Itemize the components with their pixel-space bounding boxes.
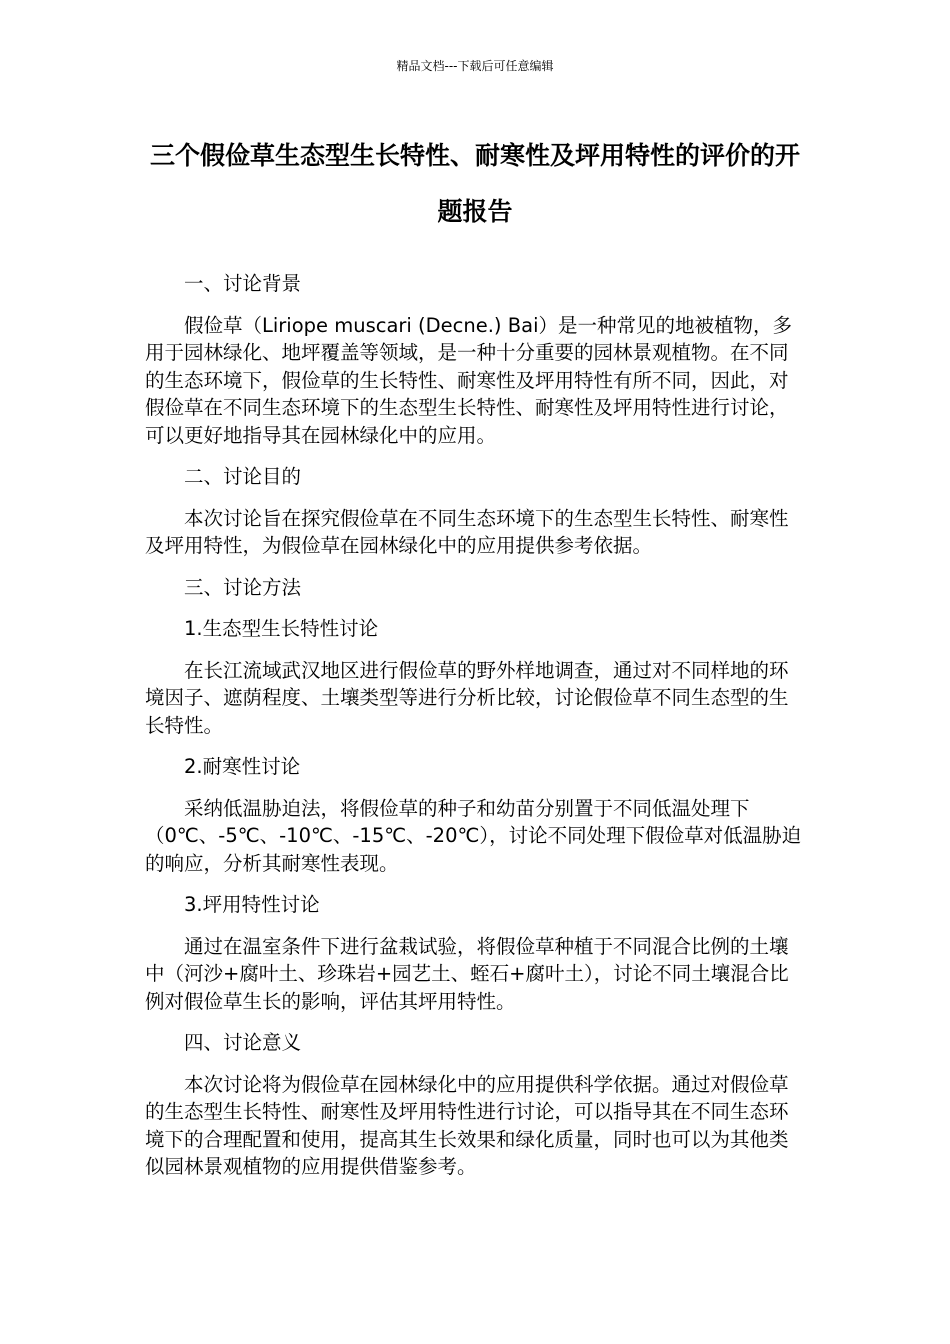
subheading-turf: 3.坪用特性讨论 — [184, 893, 320, 916]
section-heading-background: 一、讨论背景 — [184, 272, 302, 295]
subheading-cold: 2.耐寒性讨论 — [184, 755, 301, 778]
subheading-growth: 1.生态型生长特性讨论 — [184, 617, 379, 640]
section-heading-methods: 三、讨论方法 — [184, 575, 302, 599]
paragraph-turf: 通过在温室条件下进行盆栽试验，将假俭草种植于不同混合比例的土壤中（河沙+腐叶土、珍珠岩+园艺土、蛭石+腐叶土），讨论不同土壤混合比例对假俭草生长的影响，评估其坪用特性。 — [145, 934, 789, 1013]
document-title: 三个假俭草生态型生长特性、耐寒性及坪用特性的评价的开题报告 — [149, 141, 800, 226]
paragraph-purpose: 本次讨论旨在探究假俭草在不同生态环境下的生态型生长特性、耐寒性及坪用特性，为假俭草在园林绿化中的应用提供参考依据。 — [145, 506, 789, 557]
document-body — [145, 270, 805, 1195]
section-heading-purpose: 二、讨论目的 — [184, 465, 302, 488]
page-header: 精品文档---下载后可任意编辑 — [396, 59, 554, 73]
paragraph-cold: 采纳低温胁迫法，将假俭草的种子和幼苗分别置于不同低温处理下（0℃、-5℃、-10℃、-15℃、-20℃），讨论不同处理下假俭草对低温胁迫的响应，分析其耐寒性表现。 — [145, 796, 802, 875]
paragraph-background: 假俭草（Liriope muscari (Decne.) Bai）是一种常见的地被植物，多用于园林绿化、地坪覆盖等领域，是一种十分重要的园林景观植物。在不同的生态环境下，假俭草的生长特性、耐寒性及坪用特性有所不同，因此，对假俭草在不同生态环境下的生态型生长特性、耐寒性及坪用特性进行讨论，可以更好地指导其在园林绿化中的应用。 — [145, 313, 792, 447]
paragraph-significance: 本次讨论将为假俭草在园林绿化中的应用提供科学依据。通过对假俭草的生态型生长特性、耐寒性及坪用特性进行讨论，可以指导其在不同生态环境下的合理配置和使用，提高其生长效果和绿化质量，同时也可以为其他类似园林景观植物的应用提供借鉴参考。 — [145, 1072, 789, 1178]
section-heading-significance: 四、讨论意义 — [184, 1031, 302, 1054]
paragraph-growth: 在长江流域武汉地区进行假俭草的野外样地调查，通过对不同样地的环境因子、遮荫程度、土壤类型等进行分析比较，讨论假俭草不同生态型的生长特性。 — [145, 658, 789, 737]
